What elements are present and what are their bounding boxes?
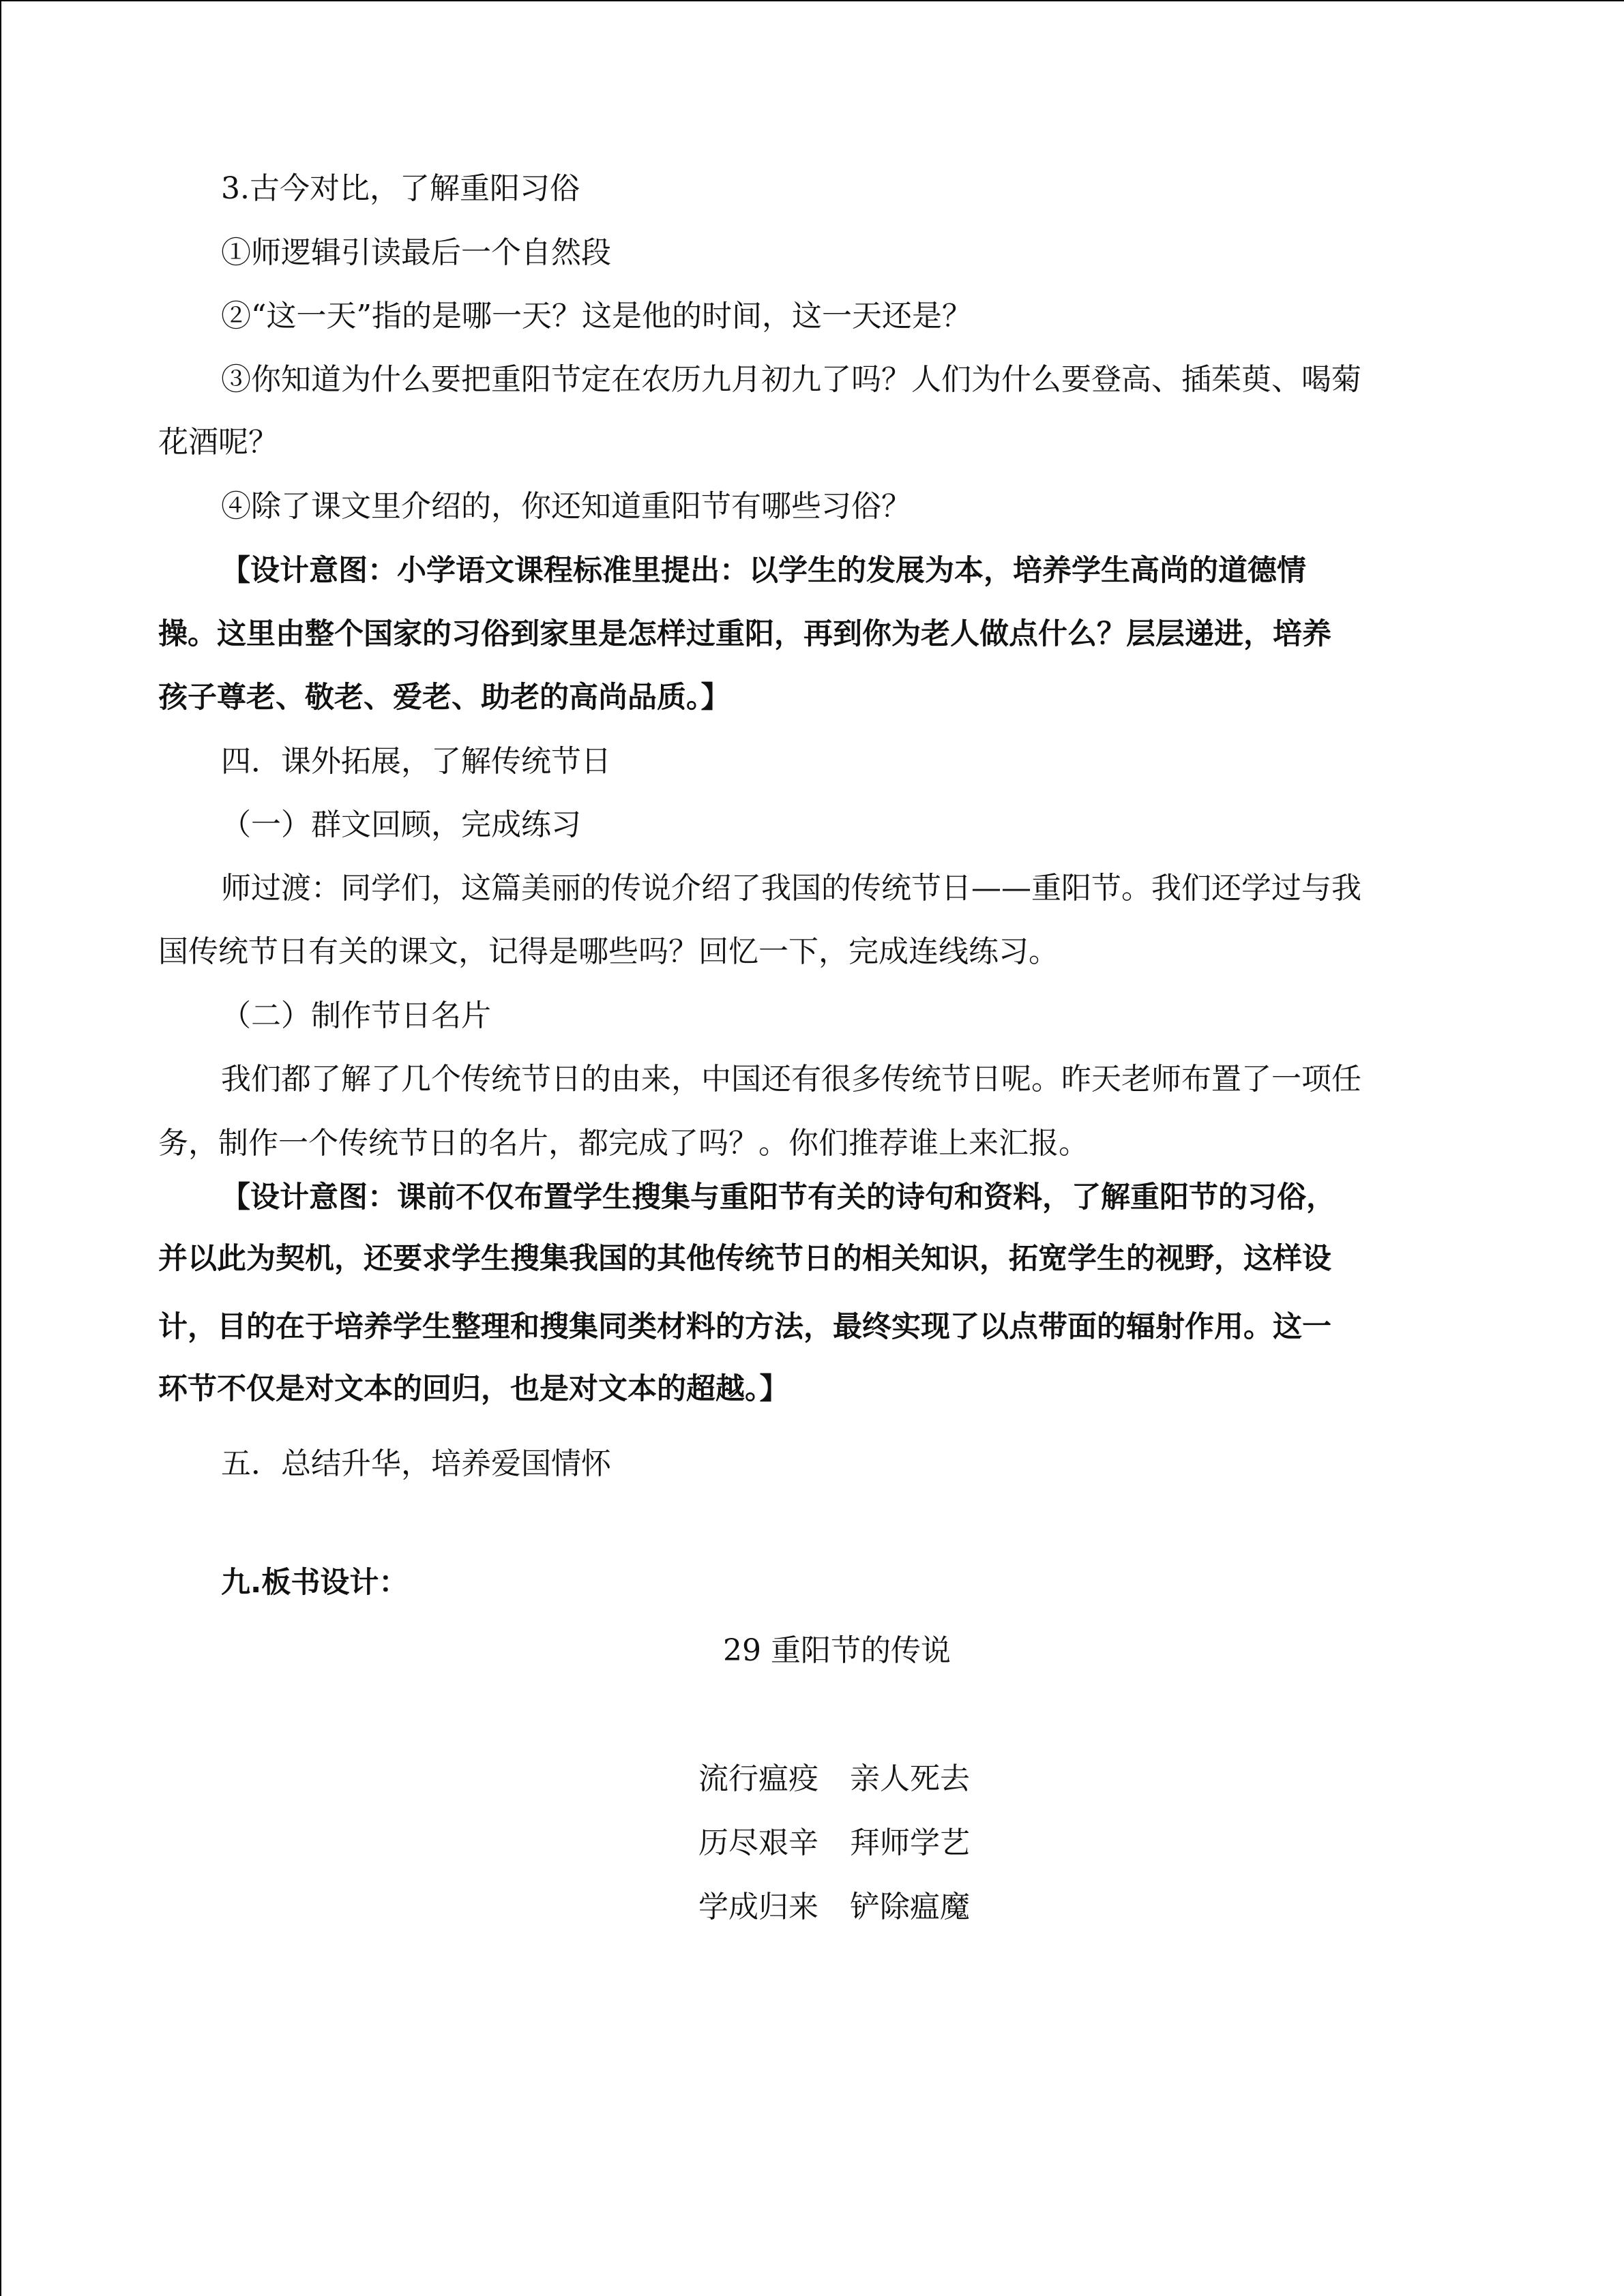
section3-item-2: ②“这一天”指的是哪一天？这是他的时间，这一天还是？ <box>221 299 972 333</box>
section4-para2-line1: 我们都了解了几个传统节日的由来，中国还有很多传统节日呢。昨天老师布置了一项任 <box>221 1062 1361 1097</box>
board-row <box>698 1754 970 1798</box>
board-row-right: 拜师学艺 <box>850 1825 970 1860</box>
section4-heading: 四．课外拓展，了解传统节日 <box>221 744 611 779</box>
section3-item-3-line2: 花酒呢？ <box>158 425 278 460</box>
board-title: 29 重阳节的传说 <box>723 1633 951 1668</box>
design-note-1-line1: 【设计意图：小学语文课程标准里提出：以学生的发展为本，培养学生高尚的道德情 <box>221 554 1306 588</box>
board-row-left: 学成归来 <box>698 1890 818 1924</box>
board-row <box>698 1818 970 1862</box>
section9-heading: 九.板书设计： <box>221 1566 409 1600</box>
section3-item-4: ④除了课文里介绍的，你还知道重阳节有哪些习俗？ <box>221 489 911 524</box>
section3-item-1: ①师逻辑引读最后一个自然段 <box>221 235 611 270</box>
design-note-2-line1: 【设计意图：课前不仅布置学生搜集与重阳节有关的诗句和资料，了解重阳节的习俗， <box>221 1180 1335 1214</box>
section4-sub2: （二）制作节日名片 <box>221 998 491 1033</box>
section5-heading: 五．总结升华，培养爱国情怀 <box>221 1446 611 1481</box>
board-row-right: 铲除瘟魔 <box>850 1890 970 1924</box>
design-note-2-line4: 环节不仅是对文本的回归，也是对文本的超越。】 <box>158 1372 789 1406</box>
design-note-1-line3: 孩子尊老、敬老、爱老、助老的高尚品质。】 <box>158 681 730 715</box>
section3-heading: 3.古今对比，了解重阳习俗 <box>221 171 580 206</box>
board-row <box>698 1882 970 1926</box>
design-note-2-line2: 并以此为契机，还要求学生搜集我国的其他传统节日的相关知识，拓宽学生的视野，这样设 <box>158 1242 1331 1276</box>
board-row-left: 历尽艰辛 <box>698 1825 818 1860</box>
section4-para1-line1: 师过渡：同学们，这篇美丽的传说介绍了我国的传统节日——重阳节。我们还学过与我 <box>221 871 1361 906</box>
board-row-right: 亲人死去 <box>850 1761 970 1796</box>
section4-para2-line2: 务，制作一个传统节日的名片，都完成了吗？。你们推荐谁上来汇报。 <box>158 1126 1089 1161</box>
design-note-2-line3: 计，目的在于培养学生整理和搜集同类材料的方法，最终实现了以点带面的辐射作用。这一 <box>158 1310 1331 1344</box>
section3-item-3-line1: ③你知道为什么要把重阳节定在农历九月初九了吗？人们为什么要登高、插茱萸、喝菊 <box>221 362 1361 397</box>
board-row-left: 流行瘟疫 <box>698 1761 818 1796</box>
section4-para1-line2: 国传统节日有关的课文，记得是哪些吗？回忆一下，完成连线练习。 <box>158 934 1059 969</box>
section4-sub1: （一）群文回顾，完成练习 <box>221 807 581 842</box>
design-note-1-line2: 操。这里由整个国家的习俗到家里是怎样过重阳，再到你为老人做点什么？层层递进，培养 <box>158 617 1331 651</box>
